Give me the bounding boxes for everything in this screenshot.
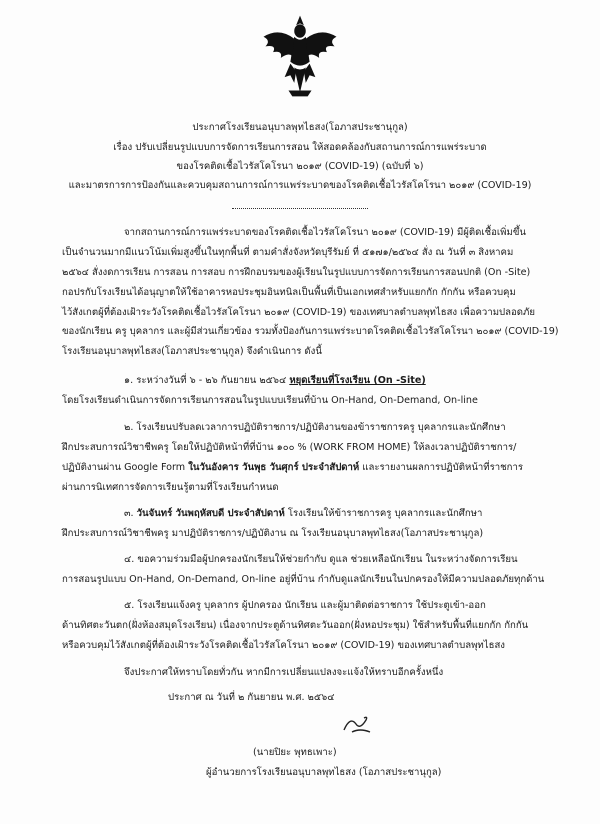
subject-line-2: ของโรคติดเชื้อไวรัสโคโรนา ๒๐๑๙ (COVID-19) (ฉบับที่ ๖) xyxy=(176,161,424,172)
item-1-line-2: โดยโรงเรียนดำเนินการจัดการเรียนการสอนในรูปแบบเรียนที่บ้าน On-Hand, On-Demand, On-line xyxy=(62,395,478,406)
subject-line-1: เรื่อง ปรับเปลี่ยนรูปแบบการจัดการเรียนการสอน ให้สอดคล้องกับสถานการณ์การแพร่ระบาด xyxy=(113,142,487,153)
item-3-prefix: ๓. xyxy=(124,508,137,519)
item-5-line-3: หรือควบคุมไว้สังเกตผู้ที่ต้องเฝ้าระวังโรคติดเชื้อไวรัสโคโรนา ๒๐๑๙ (COVID-19) ของเทศบาลตำบลพุทไธสง xyxy=(62,640,505,651)
item-1 xyxy=(124,374,426,387)
item-3-line-2: ฝึกประสบการณ์วิชาชีพครู มาปฏิบัติราชการ/ปฏิบัติงาน ณ โรงเรียนอนุบาลพุทไธสง(โอภาสประชานุกูล) xyxy=(62,528,484,539)
item-1-prefix: ๑. ระหว่างวันที่ ๖ - ๒๖ กันยายน ๒๕๖๔ xyxy=(124,375,290,386)
item-2-line-3 xyxy=(62,461,523,474)
item-5-line-2: ด้านทิศตะวันตก(ฝั่งห้องสมุดโรงเรียน) เนื่องจากประตูด้านทิศตะวันออก(ฝั่งหอประชุม) ใช้สำหรับพื้นที่แยกกัก กักกัน xyxy=(62,620,529,631)
item-4-line-1: ๔. ขอความร่วมมือผู้ปกครองนักเรียนให้ช่วยกำกับ ดูแล ช่วยเหลือนักเรียน ในระหว่างจัดการเรียน xyxy=(124,554,518,565)
intro-line: โรงเรียนอนุบาลพุทไธสง(โอภาสประชานุกูล) จึงดำเนินการ ดังนี้ xyxy=(62,346,322,357)
intro-line: จากสถานการณ์การแพร่ระบาดของโรคติดเชื้อไวรัสโคโรนา ๒๐๑๙ (COVID-19) มีผู้ติดเชื้อเพิ่มขึ้น xyxy=(124,227,526,238)
item-2-line-4: ผ่านการนิเทศการจัดการเรียนรู้ตามที่โรงเรียนกำหนด xyxy=(62,482,279,493)
signature-icon xyxy=(340,712,374,736)
item-3-line-1 xyxy=(124,507,482,520)
item-5-line-1: ๕. โรงเรียนแจ้งครู บุคลากร ผู้ปกครอง นักเรียน และผู้มาติดต่อราชการ ใช้ประตูเข้า-ออก xyxy=(124,600,486,611)
date-line: ประกาศ ณ วันที่ ๒ กันยายน พ.ศ. ๒๕๖๔ xyxy=(168,692,335,703)
intro-line: เป็นจำนวนมากมีแนวโน้มเพิ่มสูงขึ้นในทุกพื้นที่ ตามคำสั่งจังหวัดบุรีรัมย์ ที่ ๕๑๗๑/๒๕๖๔ สั่ง ณ วันที่ ๓ สิงหาคม xyxy=(62,247,514,258)
intro-line: ไว้สังเกตผู้ที่ต้องเฝ้าระวังโรคติดเชื้อไวรัสโคโรนา ๒๐๑๙ (COVID-19) ของเทศบาลตำบลพุทไธสง เพื่อความปลอดภัย xyxy=(62,307,535,318)
item-3-text: โรงเรียนให้ข้าราชการครู บุคลากรและนักศึกษา xyxy=(284,508,483,519)
item-1-highlight: หยุดเรียนที่โรงเรียน (On -Site) xyxy=(289,375,426,386)
divider xyxy=(232,208,368,209)
item-2-line-2: ฝึกประสบการณ์วิชาชีพครู โดยให้ปฏิบัติหน้าที่ที่บ้าน ๑๐๐ % (WORK FROM HOME) ให้ลงเวลาปฏิบัติราชการ/ xyxy=(62,442,517,453)
item-2-highlight: ในวันอังคาร วันพุธ วันศุกร์ ประจำสัปดาห์ xyxy=(188,462,360,473)
item-2-text-end: และรายงานผลการปฏิบัติหน้าที่ราชการ xyxy=(359,462,523,473)
subject-line-3: และมาตรการการป้องกันและควบคุมสถานการณ์การแพร่ระบาดของโรคติดเชื้อไวรัสโคโรนา ๒๐๑๙ (COVID-19) xyxy=(68,180,532,191)
item-4-line-2: การสอนรูปแบบ On-Hand, On-Demand, On-line อยู่ที่บ้าน กำกับดูแลนักเรียนในปกครองให้มีความปลอดภัยทุกด้าน xyxy=(62,574,545,585)
item-3-highlight: วันจันทร์ วันพฤหัสบดี ประจำสัปดาห์ xyxy=(136,508,285,519)
item-2-text: ปฏิบัติงานผ่าน Google Form xyxy=(62,462,189,473)
intro-line: ๒๕๖๔ สั่งงดการเรียน การสอน การสอบ การฝึกอบรมของผู้เรียนในรูปแบบการจัดการเรียนการสอนปกติ (On -Site) xyxy=(62,267,531,278)
intro-line: กอปรกับโรงเรียนได้อนุญาตให้ใช้อาคารหอประชุมอินทนิลเป็นพื้นที่เป็นเอกเทศสำหรับแยกกัก กักกัน หรือควบคุม xyxy=(62,287,516,298)
closing-text: จึงประกาศให้ทราบโดยทั่วกัน หากมีการเปลี่ยนแปลงจะแจ้งให้ทราบอีกครั้งหนึ่ง xyxy=(124,667,444,678)
item-2-line-1: ๒. โรงเรียนปรับลดเวลาการปฏิบัติราชการ/ปฏิบัติงานของข้าราชการครู บุคลากรและนักศึกษา xyxy=(124,422,506,433)
org-title: ประกาศโรงเรียนอนุบาลพุทไธสง(โอภาสประชานุกูล) xyxy=(192,122,408,133)
signatory-name: (นายปิยะ พุทธเพาะ) xyxy=(253,747,337,758)
signatory-position: ผู้อำนวยการโรงเรียนอนุบาลพุทไธสง (โอภาสประชานุกูล) xyxy=(206,767,442,778)
garuda-emblem-icon xyxy=(251,8,349,104)
intro-line: ของนักเรียน ครู บุคลากร และผู้มีส่วนเกี่ยวข้อง รวมทั้งป้องกันการแพร่ระบาดโรคติดเชื้อไวรัสโคโรนา ๒๐๑๙ (COVID-19) xyxy=(62,326,559,337)
